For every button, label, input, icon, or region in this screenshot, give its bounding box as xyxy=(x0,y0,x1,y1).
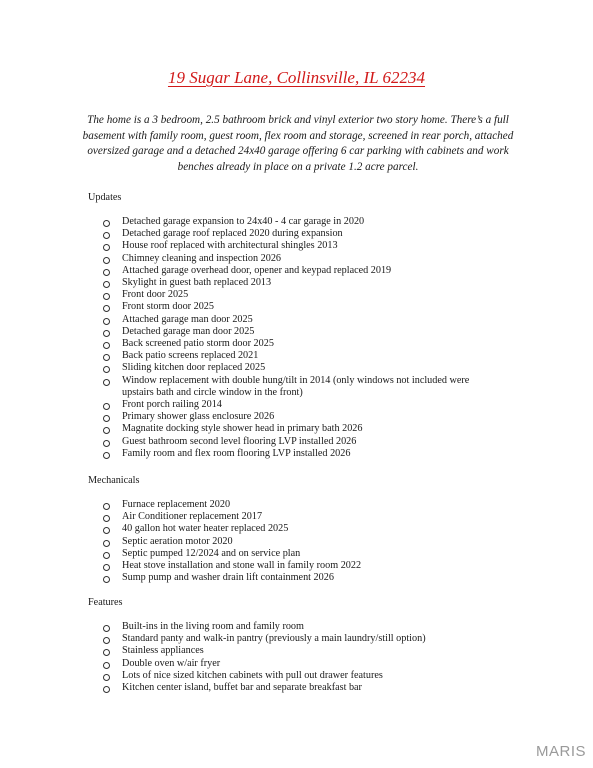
mechanicals-list xyxy=(102,499,502,584)
list-item xyxy=(102,511,502,523)
circle-bullet-icon xyxy=(103,540,110,547)
list-item-text: Family room and flex room flooring LVP installed 2026 xyxy=(122,447,351,459)
circle-bullet-icon xyxy=(103,564,110,571)
list-item-text: Built-ins in the living room and family room xyxy=(122,621,304,632)
list-item xyxy=(102,289,502,301)
list-item xyxy=(102,670,502,682)
list-item-text: Sump pump and washer drain lift containment 2026 xyxy=(122,572,334,584)
list-item-text: Standard panty and walk-in pantry (previously a main laundry/still option) xyxy=(122,633,426,645)
circle-bullet-icon xyxy=(103,403,110,410)
circle-bullet-icon xyxy=(103,342,110,349)
list-item-text: Magnatite docking style shower head in primary bath 2026 xyxy=(122,423,363,435)
circle-bullet-icon xyxy=(103,637,110,644)
list-item xyxy=(102,523,502,535)
circle-bullet-icon xyxy=(103,427,110,434)
list-item xyxy=(102,411,502,423)
list-item-text: Guest bathroom second level flooring LVP installed 2026 xyxy=(122,435,357,447)
list-item xyxy=(102,448,502,460)
list-item-text: Stainless appliances xyxy=(122,645,204,657)
circle-bullet-icon xyxy=(103,257,110,264)
list-item xyxy=(102,326,502,338)
list-item-text: Sliding kitchen door replaced 2025 xyxy=(122,362,266,374)
circle-bullet-icon xyxy=(103,244,110,251)
maris-watermark: MARIS xyxy=(535,743,586,760)
circle-bullet-icon xyxy=(103,366,110,373)
list-item xyxy=(102,572,502,584)
list-item xyxy=(102,658,502,670)
list-item-text: Front storm door 2025 xyxy=(122,301,214,313)
circle-bullet-icon xyxy=(103,452,110,459)
list-item xyxy=(102,301,502,313)
list-item-text: Front porch railing 2014 xyxy=(122,399,222,411)
list-item xyxy=(102,633,502,645)
list-item-text: Detached garage roof replaced 2020 during expansion xyxy=(122,228,343,240)
circle-bullet-icon xyxy=(103,354,110,361)
circle-bullet-icon xyxy=(103,305,110,312)
list-item-text: Septic pumped 12/2024 and on service plan xyxy=(122,547,301,559)
list-item-text: Primary shower glass enclosure 2026 xyxy=(122,411,275,423)
circle-bullet-icon xyxy=(103,674,110,681)
circle-bullet-icon xyxy=(103,662,110,669)
features-list xyxy=(102,621,502,694)
list-item xyxy=(102,436,502,448)
list-item-text: Back screened patio storm door 2025 xyxy=(122,338,274,350)
list-item xyxy=(102,399,502,411)
updates-list xyxy=(102,216,502,460)
list-item xyxy=(102,548,502,560)
list-item xyxy=(102,277,502,289)
circle-bullet-icon xyxy=(103,576,110,583)
list-item-text: Attached garage man door 2025 xyxy=(122,313,253,325)
list-item xyxy=(102,253,502,265)
list-item xyxy=(102,423,502,435)
list-item xyxy=(102,645,502,657)
section-title-features: Features xyxy=(88,597,123,608)
list-item xyxy=(102,682,502,694)
list-item-text: Detached garage expansion to 24x40 - 4 car garage in 2020 xyxy=(122,216,365,227)
list-item-text: Furnace replacement 2020 xyxy=(122,499,231,510)
list-item xyxy=(102,560,502,572)
list-item-text: Back patio screens replaced 2021 xyxy=(122,350,259,362)
list-item xyxy=(102,228,502,240)
circle-bullet-icon xyxy=(103,330,110,337)
list-item-text: Window replacement with double hung/tilt in 2014 (only windows not included were upstairs bath and circle window in the front) xyxy=(122,374,470,398)
circle-bullet-icon xyxy=(103,318,110,325)
circle-bullet-icon xyxy=(103,269,110,276)
list-item-text: Chimney cleaning and inspection 2026 xyxy=(122,252,282,264)
circle-bullet-icon xyxy=(103,440,110,447)
document-title: 19 Sugar Lane, Collinsville, IL 62234 xyxy=(167,68,426,87)
list-item-text: Skylight in guest bath replaced 2013 xyxy=(122,277,272,289)
circle-bullet-icon xyxy=(103,293,110,300)
circle-bullet-icon xyxy=(103,527,110,534)
circle-bullet-icon xyxy=(103,415,110,422)
list-item xyxy=(102,621,502,633)
list-item-text: Septic aeration motor 2020 xyxy=(122,535,233,547)
list-item-text: Attached garage overhead door, opener and keypad replaced 2019 xyxy=(122,264,392,276)
section-title-updates: Updates xyxy=(88,192,122,203)
circle-bullet-icon xyxy=(103,220,110,227)
list-item-text: Heat stove installation and stone wall in family room 2022 xyxy=(122,560,362,572)
circle-bullet-icon xyxy=(103,515,110,522)
circle-bullet-icon xyxy=(103,379,110,386)
list-item xyxy=(102,314,502,326)
section-title-mechanicals: Mechanicals xyxy=(88,475,140,486)
circle-bullet-icon xyxy=(103,625,110,632)
circle-bullet-icon xyxy=(103,686,110,693)
list-item-text: Detached garage man door 2025 xyxy=(122,325,255,337)
list-item-text: Double oven w/air fryer xyxy=(122,657,221,669)
list-item-text: Lots of nice sized kitchen cabinets with pull out drawer features xyxy=(122,669,383,681)
list-item xyxy=(102,350,502,362)
list-item-text: Air Conditioner replacement 2017 xyxy=(122,511,263,523)
list-item xyxy=(102,216,502,228)
list-item-text: House roof replaced with architectural shingles 2013 xyxy=(122,240,338,252)
circle-bullet-icon xyxy=(103,503,110,510)
list-item xyxy=(102,536,502,548)
list-item xyxy=(102,375,502,399)
list-item-text: Kitchen center island, buffet bar and separate breakfast bar xyxy=(122,682,362,694)
circle-bullet-icon xyxy=(103,232,110,239)
list-item xyxy=(102,362,502,374)
circle-bullet-icon xyxy=(103,552,110,559)
list-item xyxy=(102,265,502,277)
list-item xyxy=(102,499,502,511)
circle-bullet-icon xyxy=(103,649,110,656)
circle-bullet-icon xyxy=(103,281,110,288)
list-item-text: 40 gallon hot water heater replaced 2025 xyxy=(122,523,289,535)
list-item xyxy=(102,240,502,252)
list-item-text: Front door 2025 xyxy=(122,289,189,301)
intro-paragraph: The home is a 3 bedroom, 2.5 bathroom brick and vinyl exterior two story home. There’s a full basement with family room, guest room, flex room and storage, screened in rear porch, attached oversized garage and a detached 24x40 garage offering 6 car parking with cabinets and work benches already in place on a private 1.2 acre parcel. xyxy=(82,114,514,173)
list-item xyxy=(102,338,502,350)
